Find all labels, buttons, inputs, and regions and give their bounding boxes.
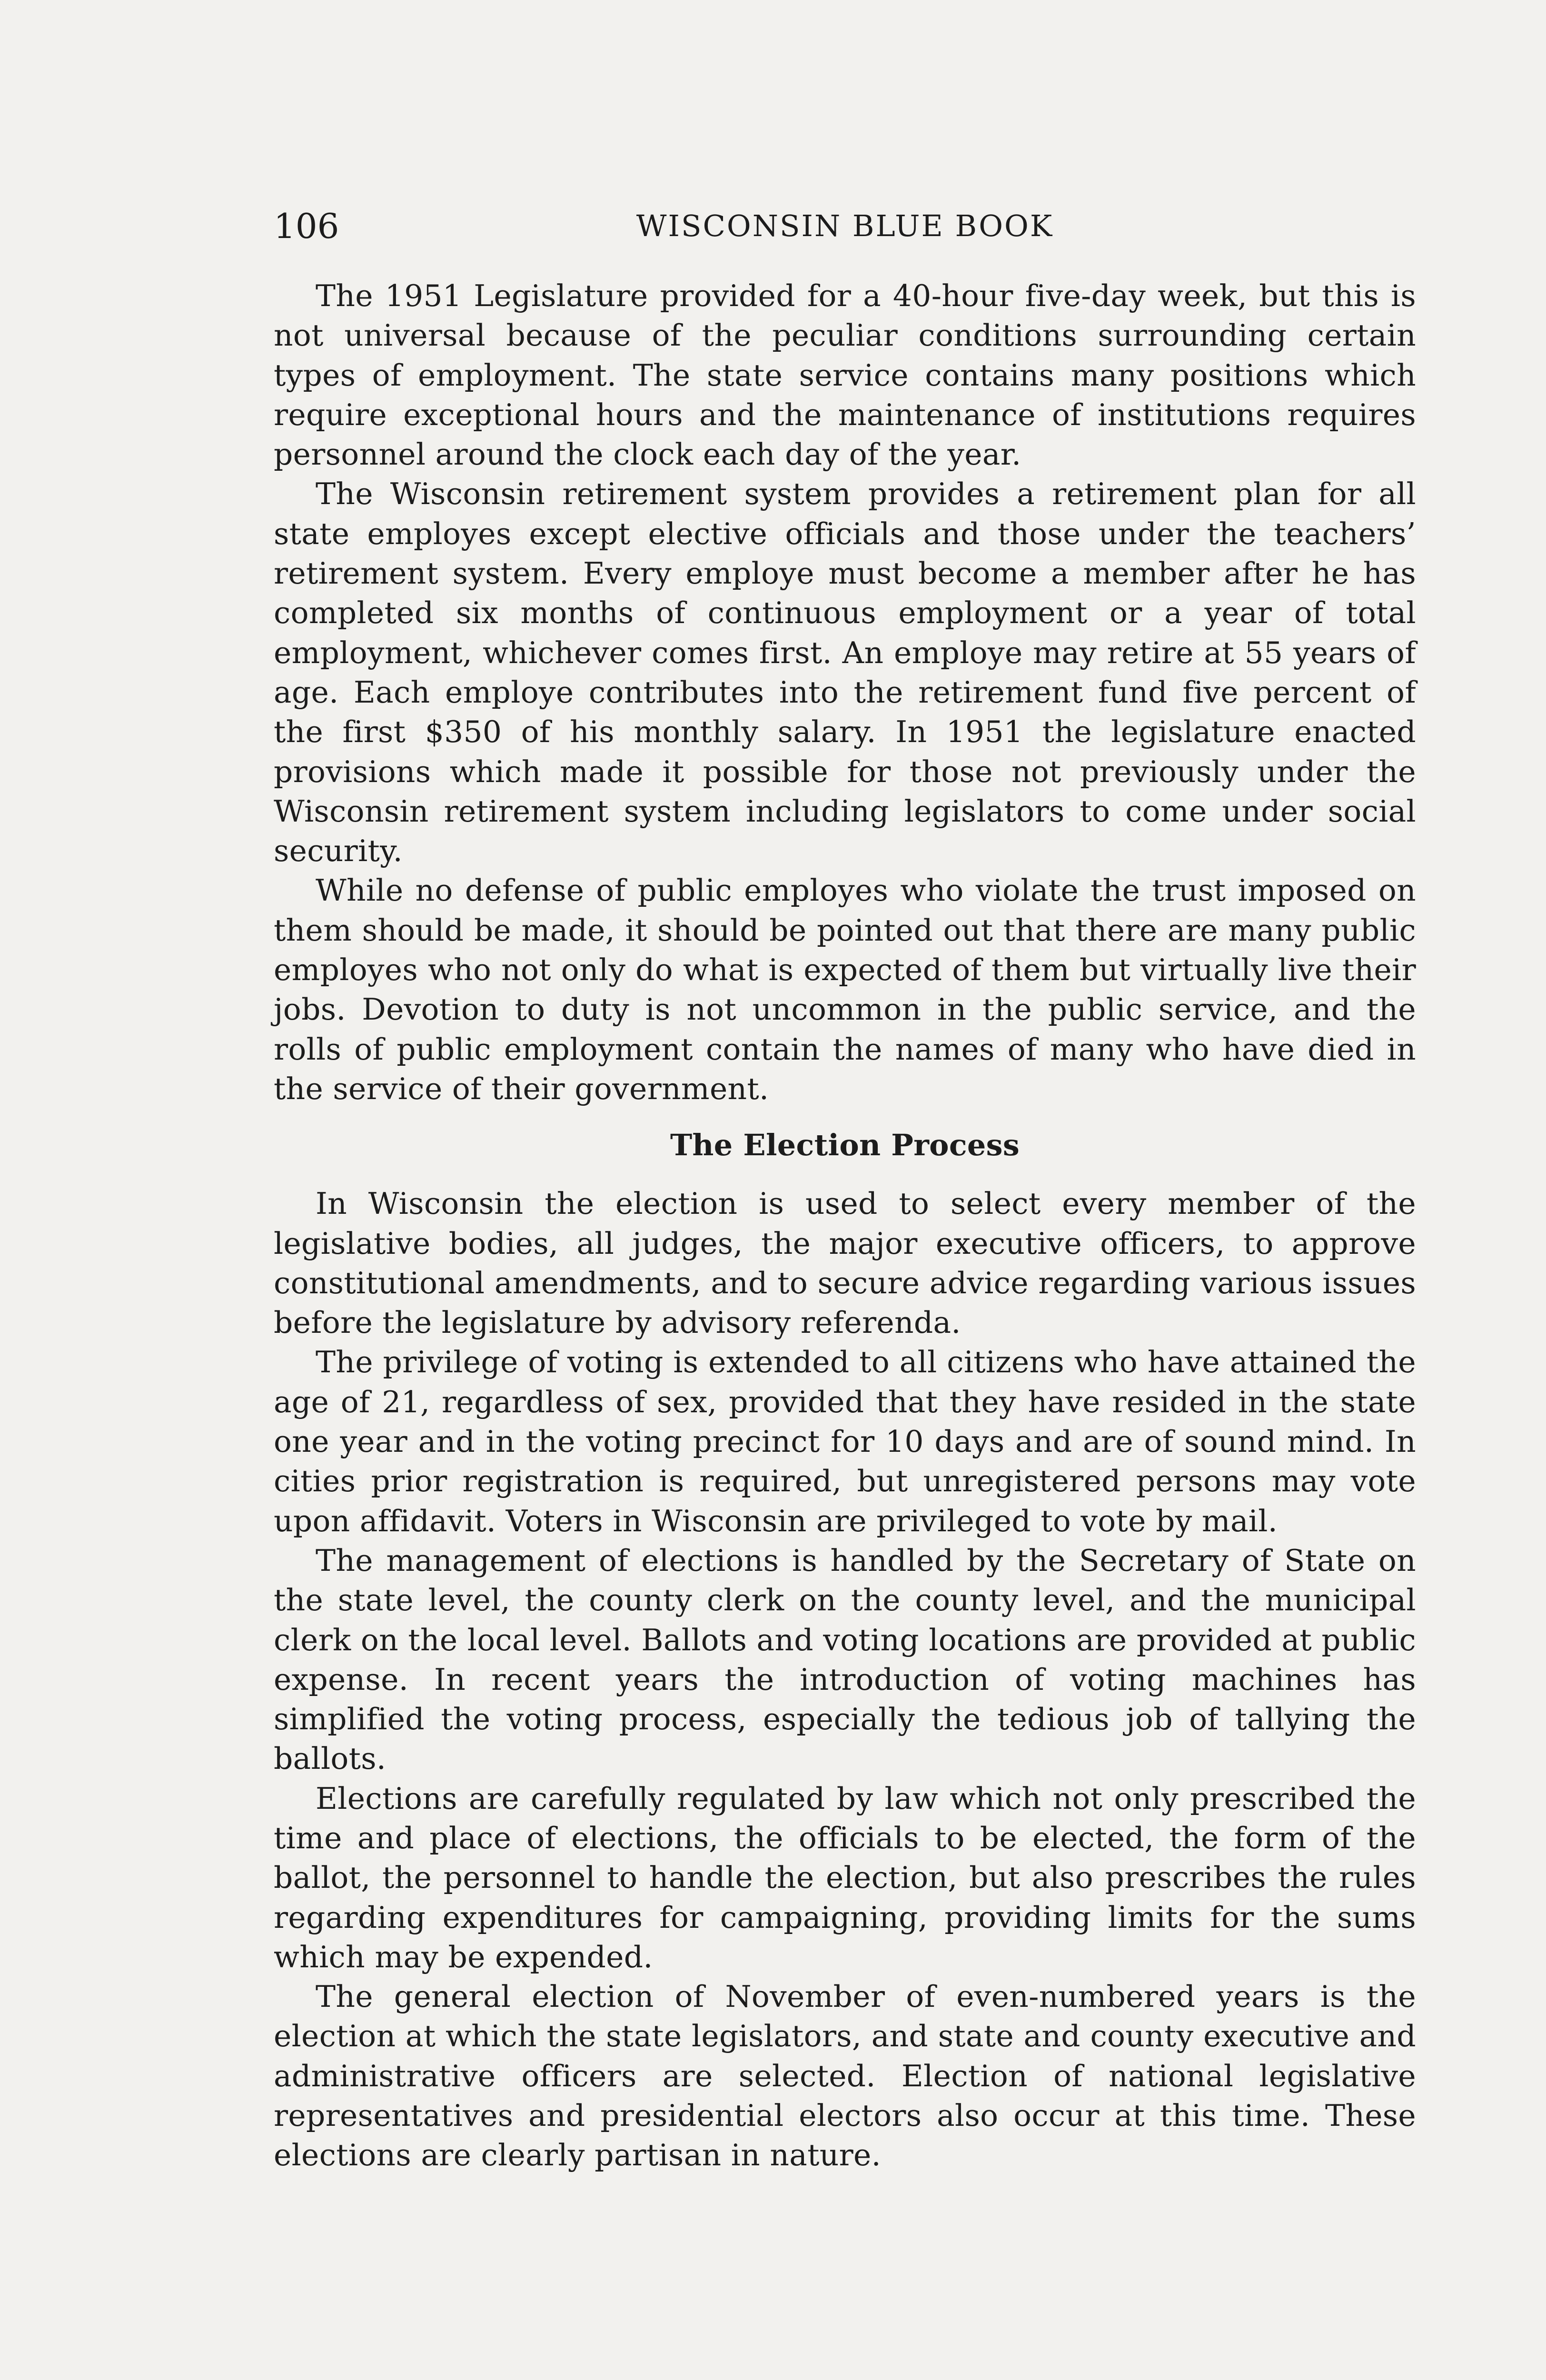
paragraph-election-purpose: In Wisconsin the election is used to select every member of the legislative bodies, all judges, the major executive officers, to approve constitutional amendments, and to secure advice regarding various issues before the legislature by advisory referenda. xyxy=(274,1186,1416,1340)
paragraph-voting-privilege: The privilege of voting is extended to all citizens who have attained the age of 21, regardless of sex, provided that they have resided in the state one year and in the voting precinct for 10 days and are of sound mind. In cities prior registration is required, but unregistered persons may vote upon affidavit. Voters in Wisconsin are privileged to vote by mail. xyxy=(274,1345,1416,1538)
paragraph-election-regulation: Elections are carefully regulated by law which not only prescribed the time and place of elections, the officials to be elected, the form of the ballot, the personnel to handle the election, but also prescribes the rules regarding expenditures for campaigning, providing limits for the sums which may be expended. xyxy=(274,1781,1416,1974)
book-page xyxy=(274,200,1416,2175)
section-heading: The Election Process xyxy=(670,1128,1020,1163)
page-header xyxy=(274,200,1416,252)
paragraph-work-week: The 1951 Legislature provided for a 40-hour five-day week, but this is not universal because of the peculiar conditions surrounding certain types of employment. The state service contains many positions which require exceptional hours and the maintenance of institutions requires personnel around the clock each day of the year. xyxy=(274,278,1416,472)
paragraph-election-management: The management of elections is handled by the Secretary of State on the state level, the county clerk on the county level, and the municipal clerk on the local level. Ballots and voting locations are provided at public expense. In recent years the introduction of voting machines has simplified the voting process, especially the tedious job of tallying the ballots. xyxy=(274,1543,1416,1776)
paragraph-general-election: The general election of November of even-numbered years is the election at which the state legislators, and state and county executive and administrative officers are selected. Election of national legislative representatives and presidential electors also occur at this time. These elections are clearly partisan in nature. xyxy=(274,1979,1416,2173)
body-text xyxy=(274,276,1416,2175)
paragraph-public-employes: While no defense of public employes who violate the trust imposed on them should be made, it should be pointed out that there are many public employes who not only do what is expected of them but virtually live their jobs. Devotion to duty is not uncommon in the public service, and the rolls of public employment contain the names of many who have died in the service of their government. xyxy=(274,873,1416,1106)
paragraph-retirement-system: The Wisconsin retirement system provides a retirement plan for all state employes except elective officials and those under the teachers’ retirement system. Every employe must become a member after he has completed six months of continuous employment or a year of total employment, whichever comes first. An employe may retire at 55 years of age. Each employe contributes into the retirement fund five percent of the first $350 of his monthly salary. In 1951 the legislature enacted provisions which made it possible for those not previously under the Wisconsin retirement system including legislators to come under social security. xyxy=(274,476,1416,869)
running-title: WISCONSIN BLUE BOOK xyxy=(636,208,1054,243)
page-number: 106 xyxy=(274,206,339,246)
